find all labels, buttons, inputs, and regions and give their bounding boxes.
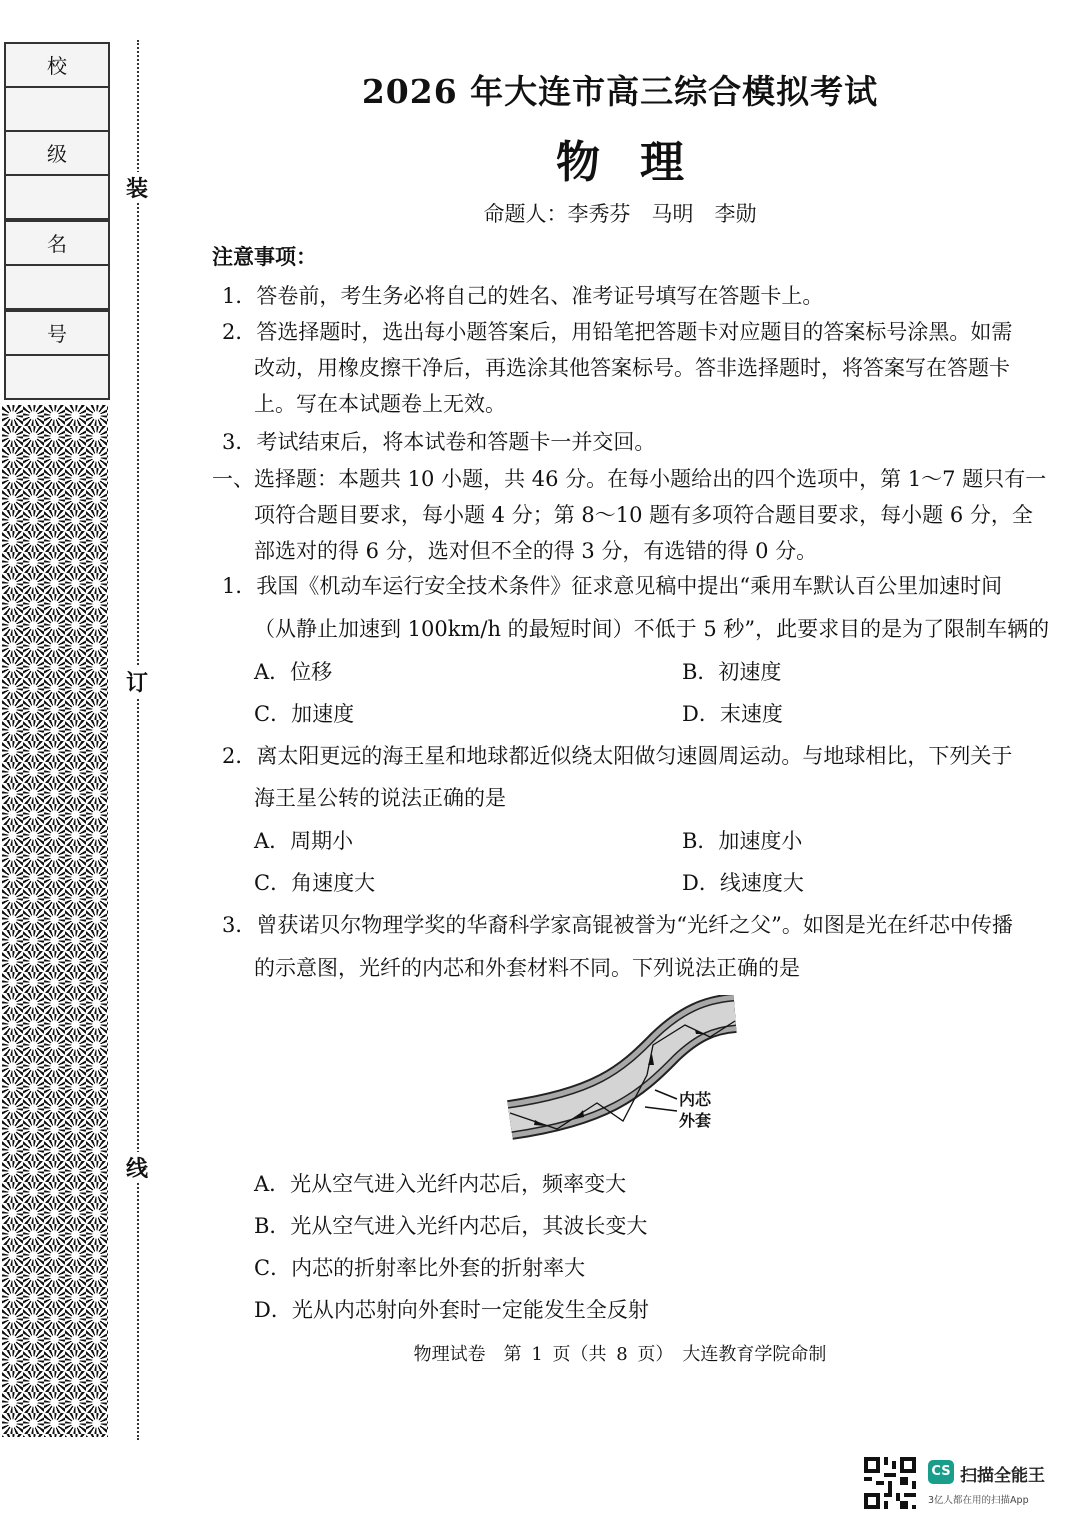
decorative-binding-pattern — [2, 405, 108, 1437]
q2-option-c: C．角速度大 — [254, 871, 376, 895]
school-field — [4, 42, 110, 132]
class-field — [4, 130, 110, 220]
q1-option-c: C．加速度 — [254, 702, 355, 726]
q2-option-a: A．周期小 — [254, 829, 354, 853]
q1-option-a: A．位移 — [254, 660, 333, 684]
notice-item-1: 1．答卷前，考生务必将自己的姓名、准考证号填写在答题卡上。 — [222, 284, 824, 308]
scanner-logo-icon: CS — [928, 1460, 954, 1484]
q3-stem-line-2: 的示意图，光纤的内芯和外套材料不同。下列说法正确的是 — [254, 956, 800, 980]
binding-char-ding: 订 — [124, 666, 150, 697]
core-label: 内芯 — [679, 1090, 712, 1109]
notice-heading: 注意事项： — [212, 244, 317, 269]
q2-stem-line-1: 2．离太阳更远的海王星和地球都近似绕太阳做匀速圆周运动。与地球相比，下列关于 — [222, 744, 1013, 768]
cladding-leader-line — [645, 1107, 677, 1111]
name-label: 名 — [6, 222, 108, 266]
exam-title: 2026 年大连市高三综合模拟考试 — [361, 72, 879, 111]
q3-option-a: A．光从空气进入光纤内芯后，频率变大 — [254, 1172, 627, 1196]
scanner-app-name: 扫描全能王 — [960, 1466, 1045, 1486]
q2-option-d: D．线速度大 — [682, 871, 804, 895]
q1-option-b: B．初速度 — [682, 660, 782, 684]
q3-option-d: D．光从内芯射向外套时一定能发生全反射 — [254, 1298, 649, 1322]
cladding-label: 外套 — [679, 1111, 712, 1130]
subject-title: 物理 — [556, 137, 724, 188]
scanner-tagline: 3亿人都在用的扫描App — [928, 1495, 1029, 1506]
section-1-line-1: 一、选择题：本题共 10 小题，共 46 分。在每小题给出的四个选项中，第 1～7 题只有一 — [212, 467, 1047, 491]
notice-item-2-line-3: 上。写在本试题卷上无效。 — [254, 392, 506, 416]
q1-stem-line-1: 1．我国《机动车运行安全技术条件》征求意见稿中提出“乘用车默认百公里加速时间 — [222, 574, 1003, 598]
q3-option-b: B．光从空气进入光纤内芯后，其波长变大 — [254, 1214, 648, 1238]
binding-dotted-line — [137, 40, 139, 1440]
q1-stem-line-2: （从静止加速到 100km/h 的最短时间）不低于 5 秒”，此要求目的是为了限制车辆的 — [254, 617, 1050, 641]
notice-item-2-line-1: 2．答选择题时，选出每小题答案后，用铅笔把答题卡对应题目的答案标号涂黑。如需 — [222, 320, 1013, 344]
q1-option-d: D．末速度 — [682, 702, 783, 726]
authors-line: 命题人：李秀芬 马明 李勋 — [483, 202, 757, 226]
class-label: 级 — [6, 132, 108, 176]
notice-item-3: 3．考试结束后，将本试卷和答题卡一并交回。 — [222, 430, 656, 454]
optical-fiber-diagram — [505, 995, 740, 1145]
page-footer: 物理试卷 第 1 页（共 8 页） 大连教育学院命制 — [413, 1344, 827, 1365]
qr-code-icon — [864, 1457, 916, 1509]
section-1-line-3: 部选对的得 6 分，选对但不全的得 3 分，有选错的得 0 分。 — [254, 539, 818, 563]
number-field — [4, 310, 110, 400]
binding-char-zhuang: 装 — [124, 172, 150, 203]
name-field — [4, 220, 110, 310]
school-label: 校 — [6, 44, 108, 88]
q2-option-b: B．加速度小 — [682, 829, 803, 853]
binding-char-xian: 线 — [124, 1152, 150, 1183]
q3-option-c: C．内芯的折射率比外套的折射率大 — [254, 1256, 586, 1280]
core-leader-line — [655, 1090, 677, 1099]
notice-item-2-line-2: 改动，用橡皮擦干净后，再选涂其他答案标号。答非选择题时，将答案写在答题卡 — [254, 356, 1010, 380]
q3-stem-line-1: 3．曾获诺贝尔物理学奖的华裔科学家高锟被誉为“光纤之父”。如图是光在纤芯中传播 — [222, 913, 1013, 937]
number-label: 号 — [6, 312, 108, 356]
section-1-line-2: 项符合题目要求，每小题 4 分；第 8～10 题有多项符合题目要求，每小题 6 分，全 — [254, 503, 1033, 527]
q2-stem-line-2: 海王星公转的说法正确的是 — [254, 786, 506, 810]
